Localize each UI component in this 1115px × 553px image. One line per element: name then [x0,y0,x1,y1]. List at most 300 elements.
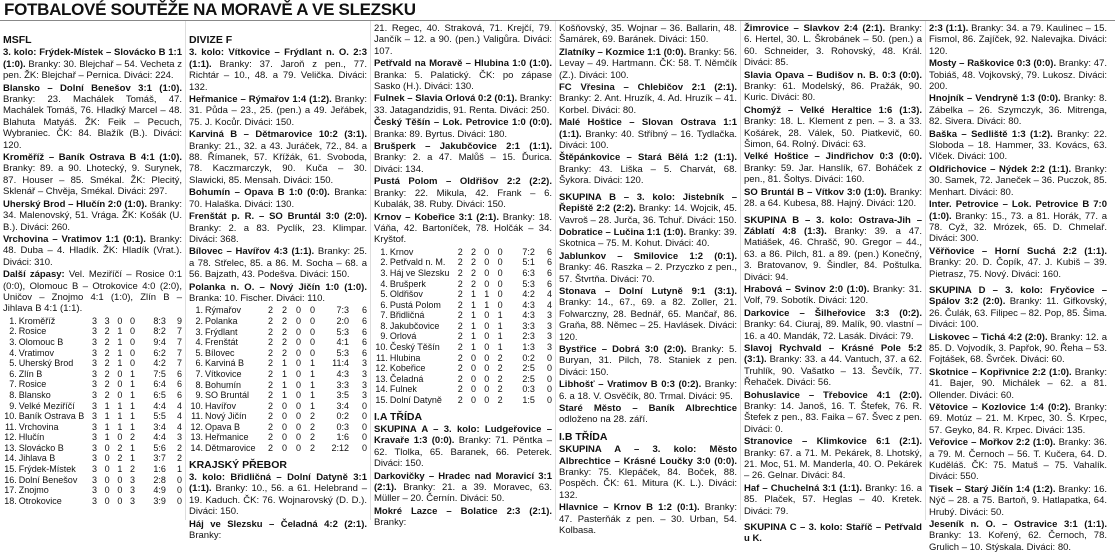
draws-cell: 0 [117,432,123,443]
points-cell: 0 [361,432,367,443]
match-report: Slavia Opava – Budišov n. B. 0:3 (0:0). Branky: 61. Modelský, 86. Pražák, 90. Kuric. Diváci: 80. [744,69,922,104]
score-cell: 2:8 [153,474,166,485]
table-row [189,380,367,391]
rank-cell: 2. [195,315,203,326]
team-cell: Jakubčovice [389,320,440,331]
match-report: Mosty – Raškovice 0:3 (0:0). Branky: 47. Tobiáš, 48. Vojkovský, 79. Lukosz. Diváci: 200. [929,58,1107,93]
rank-cell: 12. [190,421,203,432]
rank-cell: 10. [190,400,203,411]
table-row [189,337,367,348]
match-report: Inter. Petrovice – Lok. Petrovice B 7:0 (1:0). Branky: 15., 73. a 81. Horák, 77. a 78. Cyž, 32. Mrózek, 65. D. Chmelař. Diváci: 300. [929,199,1107,245]
standings-table [3,316,182,507]
draws-cell: 0 [484,352,490,363]
draws-cell: 0 [117,495,123,506]
losses-cell: 0 [129,315,135,326]
played-cell: 2 [457,352,463,363]
draws-cell: 0 [295,326,301,337]
score-cell: 3:3 [336,379,349,390]
match-report: Fulnek – Slavia Orlová 0:2 (0:1). Branky: 33. Jatagandzidis, 91. Renta. Diváci: 250. [374,93,552,116]
wins-cell: 2 [470,278,476,289]
score-cell: 3:9 [153,495,166,506]
rank-cell: 9. [195,390,203,401]
wins-cell: 0 [470,395,476,406]
draws-cell: 0 [484,331,490,342]
played-cell: 3 [91,358,97,369]
rank-cell: 7. [9,379,17,390]
table-row [189,401,367,412]
rank-cell: 15. [4,464,17,475]
draws-cell: 0 [295,421,301,432]
rank-cell: 6. [380,299,388,310]
table-row [3,326,182,337]
match-report: Karviná B – Dětmarovice 10:2 (3:1). Branky: 21., 32. a 43. Juráček, 72., 84. a 88. Římanek, 57. Křížák, 61. Svoboda, 78. Kaczmarczyk, 90. Kuča – 30. Slawicki, 85. Mensah. Diváci: 150. [189,129,367,186]
match-report: Bystřice – Dobrá 3:0 (2:0). Branky: 5. Buryan, 31. Pilch, 78. Staniek z pen. Diváci: 150. [559,343,737,378]
score-cell: 4:4 [153,400,166,411]
draws-cell: 0 [117,379,123,390]
points-cell: 2 [176,453,182,464]
score-cell: 1:3 [522,342,535,353]
rank-cell: 1. [380,246,388,257]
table-row [3,369,182,380]
wins-cell: 1 [281,358,287,369]
played-cell: 2 [267,411,273,422]
table-row [374,257,552,268]
draws-cell: 1 [117,411,123,422]
wins-cell: 0 [470,384,476,395]
points-cell: 0 [361,443,367,454]
score-cell: 7:3 [336,305,349,316]
table-row [189,432,367,443]
team-cell: Bílovec [205,347,235,358]
played-cell: 3 [91,336,97,347]
draws-cell: 2 [117,442,123,453]
points-cell: 4 [546,289,552,300]
table-row [189,369,367,380]
losses-cell: 1 [129,453,135,464]
team-cell: Frenštát [205,337,239,348]
wins-cell: 2 [281,337,287,348]
losses-cell: 2 [497,384,503,395]
table-row [189,358,367,369]
wins-cell: 2 [104,336,110,347]
played-cell: 3 [91,495,97,506]
wins-cell: 1 [281,368,287,379]
losses-cell: 1 [497,331,503,342]
section-title-krajsky-prebor: KRAJSKÝ PŘEBOR [189,458,288,471]
points-cell: 7 [176,326,182,337]
played-cell: 2 [457,342,463,353]
team-cell: Háj ve Slezsku [389,267,450,278]
points-cell: 4 [176,400,182,411]
draws-cell: 1 [484,289,490,300]
losses-cell: 2 [309,432,315,443]
score-cell: 5:5 [153,411,166,422]
match-report: Chomýž – Velké Heraltice 1:6 (1:3). Branky: 18. L. Klement z pen. – 3. a 33. Košárek, 28. Válek, 50. Piatkevič, 60. Šimon, 64. Rolný. Diváci: 63. [744,104,922,151]
match-report: Velké Hoštice – Jindřichov 0:3 (0:0). Branky: 59. Jar. Hanslík, 67. Boháček z pen., 81. Šoltys. Diváci: 160. [744,151,922,186]
played-cell: 2 [457,320,463,331]
played-cell: 2 [457,246,463,257]
played-cell: 3 [91,442,97,453]
rank-cell: 8. [9,389,17,400]
losses-cell: 0 [129,336,135,347]
played-cell: 2 [267,421,273,432]
wins-cell: 0 [104,485,110,496]
draws-cell: 0 [484,267,490,278]
draws-cell: 1 [484,299,490,310]
table-row [374,353,552,364]
played-cell: 2 [457,289,463,300]
team-cell: Petřvald n. M. [389,257,446,268]
points-cell: 6 [176,389,182,400]
rank-cell: 3. [195,326,203,337]
played-cell: 2 [267,390,273,401]
table-row [3,390,182,401]
points-cell: 7 [176,336,182,347]
losses-cell: 1 [497,342,503,353]
table-row [189,327,367,338]
table-row [374,342,552,353]
rank-cell: 12. [375,363,388,374]
losses-cell: 1 [129,368,135,379]
played-cell: 2 [267,368,273,379]
match-report: Věřňovice – Horní Suchá 2:2 (1:1). Branky: 20. D. Čopík, 47. J. Kubiš – 39. Pietrasz, 75. Nový. Diváci: 160. [929,245,1107,280]
rank-cell: 14. [375,384,388,395]
played-cell: 3 [91,411,97,422]
rank-cell: 10. [375,342,388,353]
score-cell: 1:5 [522,395,535,406]
match-report: Český Těšín – Lok. Petrovice 1:0 (0:0). Branka: 89. Byrtus. Diváci: 180. [374,117,552,140]
wins-cell: 1 [104,400,110,411]
played-cell: 2 [267,305,273,316]
losses-cell: 0 [309,326,315,337]
played-cell: 3 [91,474,97,485]
points-cell: 1 [176,464,182,475]
played-cell: 3 [91,379,97,390]
match-report: Darkovičky – Hradec nad Moravicí 3:1 (2:1). Branky: 21. a 39. Moravec, 63. Müller – 20. Černín. Diváci: 50. [374,470,552,505]
score-cell: 6:2 [153,347,166,358]
team-cell: Zlín B [18,368,43,379]
team-cell: Brušperk [389,278,426,289]
played-cell: 3 [91,464,97,475]
table-row [3,432,182,443]
played-cell: 2 [267,315,273,326]
rank-cell: 13. [4,442,17,453]
match-report: Liskovec – Tichá 4:2 (2:0). Branky: 12. a 85. D. Vojvodík, 3. Papřok, 90. Řeha – 53. Fojtášek, 68. Švrček. Diváci: 60. [929,331,1107,366]
draws-cell: 0 [295,337,301,348]
points-cell: 4 [176,411,182,422]
losses-cell: 2 [309,421,315,432]
match-report: Polanka n. O. – Nový Jičín 1:0 (1:0). Branka: 10. Fischer. Diváci: 110. [189,281,367,304]
points-cell: 6 [361,315,367,326]
rank-cell: 8. [195,379,203,390]
match-report: Slavoj Rychvald – Krásné Pole 5:2 (3:1). Branky: 33. a 44. Vantuch, 37. a 62. Truhlík, 90. Vašatko – 13. Ševčík, 77. Řehaček. Diváci: 56. [744,342,922,389]
table-row [189,422,367,433]
table-row [189,348,367,359]
match-report: Staré Město – Baník Albrechtice odloženo na 28. září. [559,403,737,426]
wins-cell: 0 [104,442,110,453]
rank-cell: 4. [380,278,388,289]
draws-cell: 0 [484,278,490,289]
column-msfl [0,21,185,520]
wins-cell: 1 [104,421,110,432]
team-cell: Otrokovice [18,495,62,506]
table-row [374,363,552,374]
table-row [374,268,552,279]
table-row [3,316,182,327]
column-ib-trida-cont [925,21,1110,553]
team-cell: Krnov [389,246,414,257]
draws-cell: 0 [484,363,490,374]
draws-cell: 1 [117,326,123,337]
played-cell: 2 [457,373,463,384]
losses-cell: 2 [497,373,503,384]
match-report: Blansko – Dolní Benešov 3:1 (1:0). Branky: 23. Machálek Tomáš, 47. Machálek Tomáš, 76. Hladký Marcel – 48. Blahuta Matyáš. ŽK: Feik – Pecuch, Wybraniec. ČK: 84. Blažík (B.). Diváci: 120. [3,82,182,151]
rank-cell: 2. [9,326,17,337]
losses-cell: 0 [309,305,315,316]
points-cell: 6 [361,347,367,358]
rank-cell: 5. [195,347,203,358]
losses-cell: 1 [129,411,135,422]
rank-cell: 18. [4,495,17,506]
draws-cell: 0 [484,320,490,331]
score-cell: 4:3 [522,310,535,321]
table-row [374,247,552,258]
wins-cell: 1 [281,390,287,401]
rank-cell: 3. [9,336,17,347]
match-report: Háj ve Slezsku – Čeladná 4:2 (2:1). Branky: [189,518,367,542]
draws-cell: 0 [484,342,490,353]
team-cell: Orlová [389,331,417,342]
wins-cell: 2 [281,315,287,326]
wins-cell: 3 [104,315,110,326]
draws-cell: 0 [295,411,301,422]
standings-table [374,247,552,406]
points-cell: 6 [361,337,367,348]
points-cell: 3 [546,310,552,321]
match-report: Další zápasy: Vel. Meziříčí – Rosice 0:1 (0:0), Olomouc B – Otrokovice 4:0 (2:0), Uničov – Znojmo 4:1 (1:0), Zlín B – Jihlava B 4:1 (1:1). [3,269,182,315]
score-cell: 2:5 [522,363,535,374]
points-cell: 4 [176,421,182,432]
wins-cell: 1 [104,432,110,443]
score-cell: 4:3 [336,368,349,379]
match-report: Petřvald na Moravě – Hlubina 1:0 (1:0). Branka: 5. Palatický. ČK: po zápase Sasko (H.). Diváci: 130. [374,58,552,93]
points-cell: 0 [361,411,367,422]
score-cell: 4:4 [153,432,166,443]
team-cell: Heřmanice [205,432,249,443]
table-row [374,331,552,342]
losses-cell: 1 [129,421,135,432]
team-cell: Český Těšín [389,342,440,353]
draws-cell: 0 [295,443,301,454]
table-row [3,496,182,507]
table-row [189,305,367,316]
score-cell: 3:4 [336,400,349,411]
points-cell: 3 [546,320,552,331]
team-cell: Rosice [18,326,47,337]
column-ia-trida [555,21,740,537]
points-cell: 6 [546,246,552,257]
wins-cell: 2 [281,347,287,358]
points-cell: 3 [176,432,182,443]
losses-cell: 1 [309,400,315,411]
draws-cell: 2 [117,453,123,464]
losses-cell: 0 [497,278,503,289]
points-cell: 6 [361,305,367,316]
played-cell: 2 [457,267,463,278]
played-cell: 3 [91,368,97,379]
draws-cell: 0 [117,368,123,379]
points-cell: 0 [361,421,367,432]
draws-cell: 0 [295,305,301,316]
table-row [374,374,552,385]
page-headline: FOTBALOVÉ SOUTĚŽE NA MORAVĚ A VE SLEZSKU [0,0,1115,21]
section-title-divize: DIVIZE F [189,34,233,46]
losses-cell: 1 [309,379,315,390]
team-cell: Vítkovice [205,368,242,379]
team-cell: Vratimov [18,347,54,358]
match-report: Vrchovina – Vratimov 1:1 (0:1). Branky: 48. Duba – 4. Hladík. ŽK: Hladík (Vrat.). Diváci: 310. [3,233,182,268]
table-row [3,401,182,412]
played-cell: 2 [267,379,273,390]
team-cell: Opava B [205,421,241,432]
team-cell: Frýdlant [205,326,238,337]
team-cell: Vrchovina [18,421,59,432]
rank-cell: 16. [4,474,17,485]
draws-cell: 0 [484,246,490,257]
played-cell: 2 [267,358,273,369]
draws-cell: 0 [295,379,301,390]
score-cell: 0:2 [336,411,349,422]
played-cell: 3 [91,326,97,337]
rank-cell: 6. [195,358,203,369]
team-cell: Kobeřice [389,363,426,374]
score-cell: 4:9 [153,485,166,496]
match-report: Bílovec – Havířov 4:3 (1:1). Branky: 25. a 78. Střelec, 85. a 86. M. Socha – 68. a 56. Bajzath, 43. Podešva. Diváci: 150. [189,246,367,281]
team-cell: Polanka [205,315,238,326]
rank-cell: 5. [380,289,388,300]
draws-cell: 0 [484,384,490,395]
team-cell: Frýdek-Místek [18,464,76,475]
losses-cell: 0 [129,326,135,337]
team-cell: Karviná B [205,358,245,369]
score-cell: 5:3 [336,326,349,337]
section-title-ib-trida: I.B TŘÍDA [559,430,608,443]
points-cell: 6 [176,379,182,390]
match-report: SKUPINA B – 3. kolo: Jistebník – Řepiště 2:2 (2:2). Branky: 14. Wojcik, 45. Vavroš – 28. Jurča, 36. Tchuř. Diváci: 150. [559,191,737,226]
table-row [189,316,367,327]
rank-cell: 12. [4,432,17,443]
played-cell: 2 [267,347,273,358]
match-report: SO Bruntál B – Vítkov 3:0 (1:0). Branky: 28. a 64. Kubesa, 88. Hajný. Diváci: 120. [744,186,922,210]
points-cell: 6 [176,368,182,379]
points-cell: 6 [361,326,367,337]
rank-cell: 3. [380,267,388,278]
match-report: 3. kolo: Břidličná – Dolní Datyně 3:1 (1:1). Branky: 10., 56. a 61. Helebrand – 19. Kaduch. ČK: 76. Wojnarovský (D. D.). Diváci: 150. [189,472,367,518]
match-report: Skotnice – Kopřivnice 2:2 (1:0). Branky: 41. Bajer, 90. Michálek – 62. a 81. Ollender. Diváci: 60. [929,366,1107,401]
rank-cell: 4. [195,337,203,348]
points-cell: 4 [546,299,552,310]
losses-cell: 2 [309,411,315,422]
points-cell: 0 [546,352,552,363]
team-cell: Baník Ostrava B [18,411,85,422]
losses-cell: 0 [497,289,503,300]
score-cell: 3:5 [336,390,349,401]
rank-cell: 9. [9,400,17,411]
wins-cell: 1 [470,342,476,353]
wins-cell: 1 [104,411,110,422]
wins-cell: 2 [104,326,110,337]
score-cell: 11:4 [332,358,349,369]
played-cell: 2 [457,278,463,289]
rank-cell: 1. [195,305,203,316]
match-report: Baška – Sedliště 1:3 (1:2). Branky: 22. Sloboda – 18. Hammer, 33. Kovács, 63. Vlček. Diváci: 100. [929,128,1107,163]
losses-cell: 0 [309,347,315,358]
match-report: Haf – Chuchelná 3:1 (1:1). Branky: 16. a 85. Plaček, 57. Heglas – 40. Kretek. Diváci: 79. [744,482,923,517]
losses-cell: 0 [497,299,503,310]
points-cell: 3 [546,331,552,342]
match-report: Zlatníky – Kozmice 1:1 (0:0). Branky: 56. Levay – 49. Hartmann. ČK: 58. T. Němčík (Z.). Diváci: 100. [559,46,737,81]
score-cell: 1:6 [153,464,166,475]
draws-cell: 1 [117,358,123,369]
played-cell: 2 [457,299,463,310]
losses-cell: 0 [309,337,315,348]
points-cell: 3 [361,358,367,369]
team-cell: Pustá Polom [389,299,441,310]
losses-cell: 1 [129,442,135,453]
match-report: Veřovice – Mořkov 2:2 (1:0). Branky: 36. a 79. M. Černoch – 56. T. Kučera, 64. D. Kuděláš. ČK: 75. Matuš – 75. Vahalík. Diváci: 550. [929,437,1107,483]
played-cell: 2 [457,395,463,406]
match-report: Bohuslavice – Třebovice 4:1 (2:0). Branky: 14. Janoš, 16. T. Štefek, 76. R. Štefek z pen., 83. Faika – 67. Švec z pen. Diváci: 0. [744,389,922,435]
wins-cell: 0 [470,363,476,374]
rank-cell: 13. [375,373,388,384]
match-report: SKUPINA D – 3. kolo: Fryčovice – Spálov 3:2 (2:0). Branky: 11. Gifkovský, 26. Čulák, 63. Filipec – 82. Pop, 85. Šima. Diváci: 100. [929,284,1107,331]
team-cell: Fulnek [389,384,417,395]
team-cell: Břidličná [389,310,425,321]
match-report: Tisek – Starý Jičín 1:4 (1:2). Branky: 16. Nýč – 28. a 75. Bartoň, 9. Hatlapatka, 64. Hrubý. Diváci: 50. [929,483,1107,518]
score-cell: 6:3 [522,267,535,278]
rank-cell: 9. [380,331,388,342]
losses-cell: 2 [497,352,503,363]
team-cell: Čeladná [389,373,424,384]
team-cell: Oldřišov [389,289,423,300]
wins-cell: 2 [470,257,476,268]
match-report: Uherský Brod – Hlučín 2:0 (1:0). Branky: 34. Malenovský, 51. Vrága. ŽK: Košák (U. B.). Diváci: 260. [3,198,182,233]
played-cell: 2 [267,443,273,454]
match-report: SKUPINA A – 3. kolo: Ludgeřovice – Kravaře 1:3 (0:0). Branky: 71. Pěntka – 62. Tlolka, 65. Baranek, 66. Peterek. Diváci: 150. [374,424,552,470]
rank-cell: 7. [380,310,388,321]
team-cell: Dětmarovice [205,443,256,454]
points-cell: 7 [176,347,182,358]
draws-cell: 0 [484,373,490,384]
points-cell: 0 [176,485,182,496]
wins-cell: 1 [281,379,287,390]
played-cell: 3 [91,432,97,443]
points-cell: 6 [546,257,552,268]
wins-cell: 0 [281,411,287,422]
losses-cell: 0 [309,315,315,326]
match-report: FC Vřesina – Chlebičov 2:1 (2:1). Branky: 2. Ant. Hruzík, 4. Ad. Hruzík – 41. Korbel. Diváci: 80. [559,82,737,116]
draws-cell: 0 [295,390,301,401]
losses-cell: 2 [129,432,135,443]
score-cell: 0:3 [336,421,349,432]
table-row [374,279,552,290]
rank-cell: 11. [376,352,388,363]
wins-cell: 0 [281,421,287,432]
rank-cell: 10. [4,411,17,422]
match-report: SKUPINA A – 3. kolo: Město Albrechtice – Krásné Loučky 3:0 (0:0). Branky: 75. Klepáček, 84. Boček, 88. Pospěch. ČK: 61. Mitura (K. L.). Diváci: 132. [559,444,737,501]
points-cell: 9 [176,315,182,326]
match-report: Hnojník – Vendryně 1:3 (0:0). Branky: 8. Zábelka – 26. Szymczyk, 36. Mitrenga, 82. Sivera. Diváci: 80. [929,93,1107,128]
